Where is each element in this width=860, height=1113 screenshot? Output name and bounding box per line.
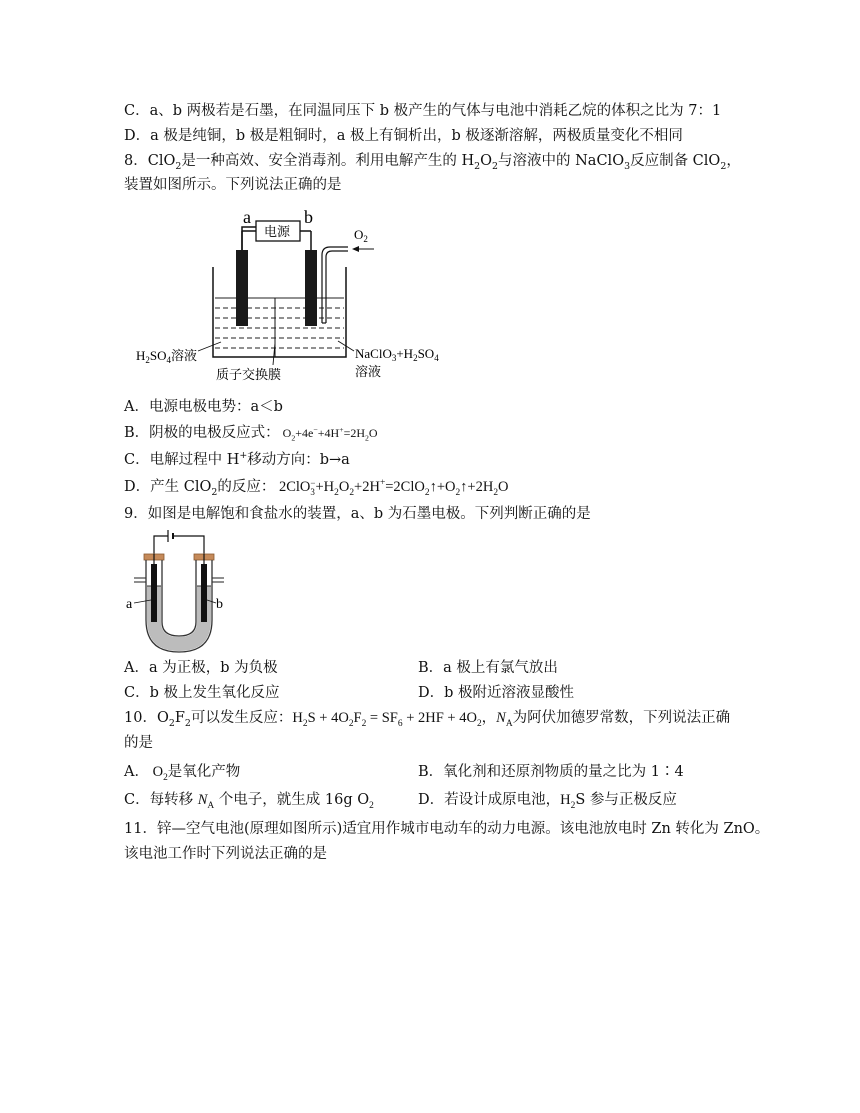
q7-option-d: D．a 极是纯铜，b 极是粗铜时，a 极上有铜析出，b 极逐渐溶解，两极质量变化不相同 — [124, 128, 683, 144]
q10-option-c: C．每转移 $N_A$ 个电子，就生成 16g $O_2$ — [124, 792, 374, 811]
electrode-b — [201, 564, 207, 622]
left-solution-label: $H_2SO_4$溶液 — [136, 348, 198, 365]
right-solution-label: $NaClO_3+H_2SO_4$ — [355, 346, 439, 363]
electrode-b-label: b — [304, 207, 313, 227]
u-tube-electrolysis-figure — [124, 528, 234, 656]
electrode-b-label: b — [216, 597, 223, 612]
q9-option-c: C．b 极上发生氧化反应 — [124, 685, 280, 701]
q10-stem-line2: 的是 — [124, 735, 153, 751]
q11-stem-line1: 11．锌—空气电池(原理如图所示)适宜用作城市电动车的动力电源。该电池放电时 Zn 转化为 ZnO。 — [124, 821, 770, 837]
q9-option-a: A．a 为正极，b 为负极 — [124, 660, 278, 676]
q10-option-d: D．若设计成原电池，$H_2S$ 参与正极反应 — [418, 792, 677, 811]
q9-option-d: D．b 极附近溶液显酸性 — [418, 685, 575, 701]
electrode-a-label: a — [243, 207, 251, 227]
q7-option-c: C．a、b 两极若是石墨，在同温同压下 b 极产生的气体与电池中消耗乙烷的体积之比为 7：1 — [124, 103, 722, 119]
q8-option-d: D．产生 ClO$_2$的反应： 2ClO − 3 $+H_2O_2+2H^+=2ClO_2↑+O_2↑+2H_2O$ — [124, 477, 509, 498]
q9-stem: 9．如图是电解饱和食盐水的装置，a、b 为石墨电极。下列判断正确的是 — [124, 506, 591, 522]
q8-option-a: A．电源电极电势：a＜b — [124, 399, 283, 415]
q8-option-c: C．电解过程中 H+移动方向：b→a — [124, 450, 350, 468]
electrode-a — [151, 564, 157, 622]
q10-option-b: B．氧化剂和还原剂物质的量之比为 1∶4 — [418, 764, 684, 780]
q8-stem-line1: 8．ClO$_2$是一种高效、安全消毒剂。利用电解产生的 $H_2O_2$与溶液中的 NaClO$_3$反应制备 ClO$_2$， — [124, 153, 741, 172]
electrode-a-label: a — [126, 597, 133, 612]
right-solution-label-line2: 溶液 — [355, 364, 382, 379]
membrane-label: 质子交换膜 — [216, 367, 282, 382]
power-supply-label: 电源 — [264, 224, 291, 239]
electrode-a — [236, 250, 248, 326]
q10-stem-line1: 10．$O_2F_2$可以发生反应：$H_2S + 4O_2F_2 = SF_6 + 2HF + 4O_2$，$N_A$为阿伏加德罗常数，下列说法正确 — [124, 710, 731, 729]
electrode-b — [305, 250, 317, 326]
electrolysis-cell-figure — [130, 205, 460, 385]
q11-stem-line2: 该电池工作时下列说法正确的是 — [124, 846, 327, 862]
o2-label: $O_2$ — [354, 227, 368, 244]
q9-option-b: B．a 极上有氯气放出 — [418, 660, 558, 676]
q8-stem-line2: 装置如图所示。下列说法正确的是 — [124, 177, 342, 193]
q8-option-b: B．阴极的电极反应式： $O_2+4e^-+4H^+=2H_2O$ — [124, 425, 378, 443]
q10-option-a: A． $O_2$是氧化产物 — [124, 764, 241, 783]
